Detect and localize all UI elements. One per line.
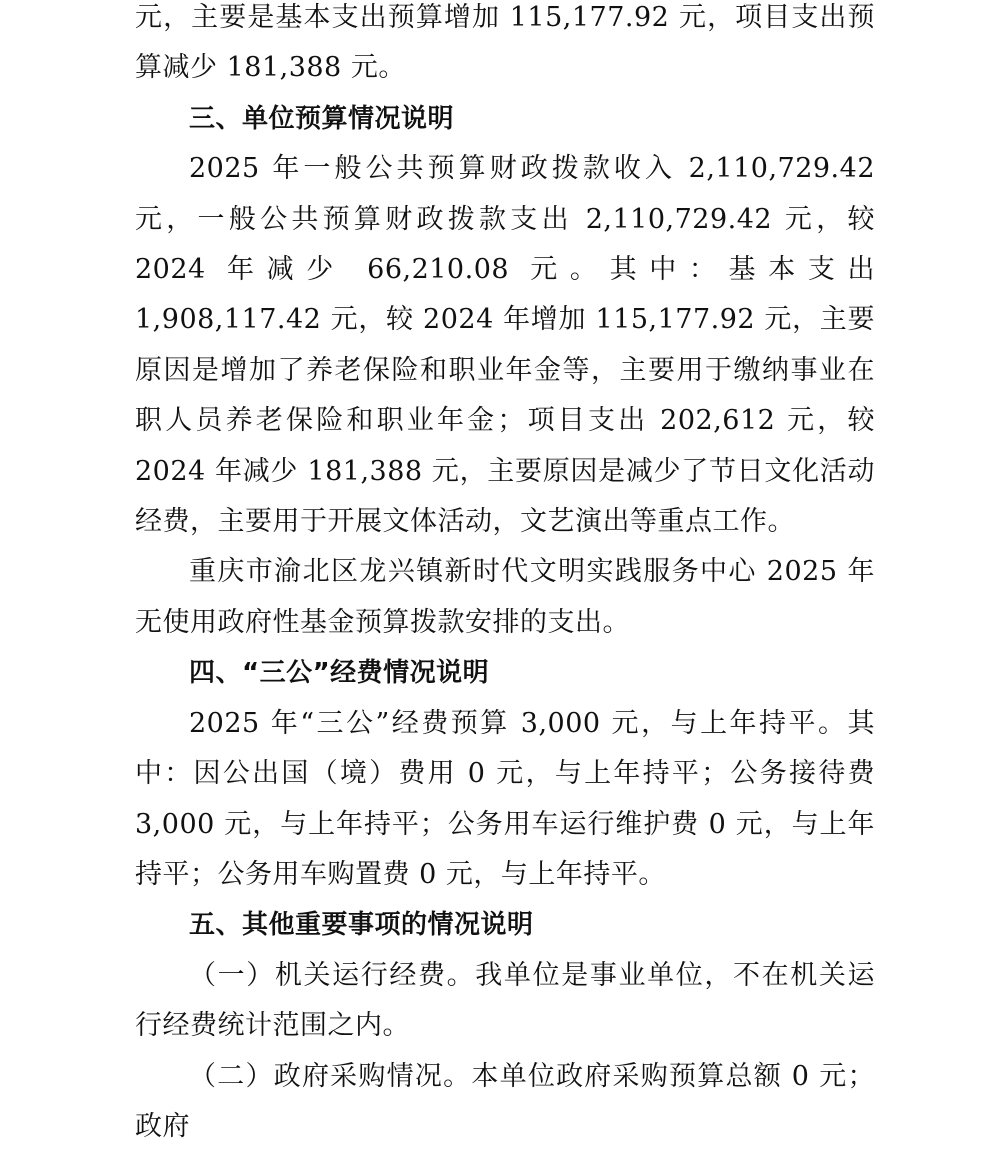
- section-heading-other-matters: 五、其他重要事项的情况说明: [189, 910, 534, 941]
- paragraph-three-public-expenses: 2025 年“三公”经费预算 3,000 元，与上年持平。其中：因公出国（境）费用 0 元，与上年持平；公务接待费 3,000 元，与上年持平；公务用车运行维护费 0 元，与上年持平；公务用车购置费 0 元，与上年持平。: [135, 707, 875, 890]
- paragraph-operating-expenses: （一）机关运行经费。我单位是事业单位，不在机关运行经费统计范围之内。: [135, 959, 875, 1042]
- section-heading-unit-budget: 三、单位预算情况说明: [189, 103, 455, 134]
- section-heading-three-public: 四、“三公”经费情况说明: [189, 658, 490, 689]
- paragraph-general-budget: 2025 年一般公共预算财政拨款收入 2,110,729.42 元，一般公共预算财政拨款支出 2,110,729.42 元，较 2024 年减少 66,210.08 元。其中：基本支出 1,908,117.42 元，较 2024 年增加 115,177.92 元，主要原因是增加了养老保险和职业年金等，主要用于缴纳事业在职人员养老保险和职业年金；项目支出 202,612 元，较 2024 年减少 181,388 元，主要原因是减少了节日文化活动经费，主要用于开展文体活动，文艺演出等重点工作。: [135, 153, 875, 538]
- paragraph-government-fund: 重庆市渝北区龙兴镇新时代文明实践服务中心 2025 年无使用政府性基金预算拨款安排的支出。: [135, 556, 875, 638]
- paragraph-continuation: 元，主要是基本支出预算增加 115,177.92 元，项目支出预算减少 181,388 元。: [135, 2, 875, 84]
- paragraph-procurement: （二）政府采购情况。本单位政府采购预算总额 0 元；政府: [135, 1060, 875, 1142]
- document-page: [135, 0, 875, 1142]
